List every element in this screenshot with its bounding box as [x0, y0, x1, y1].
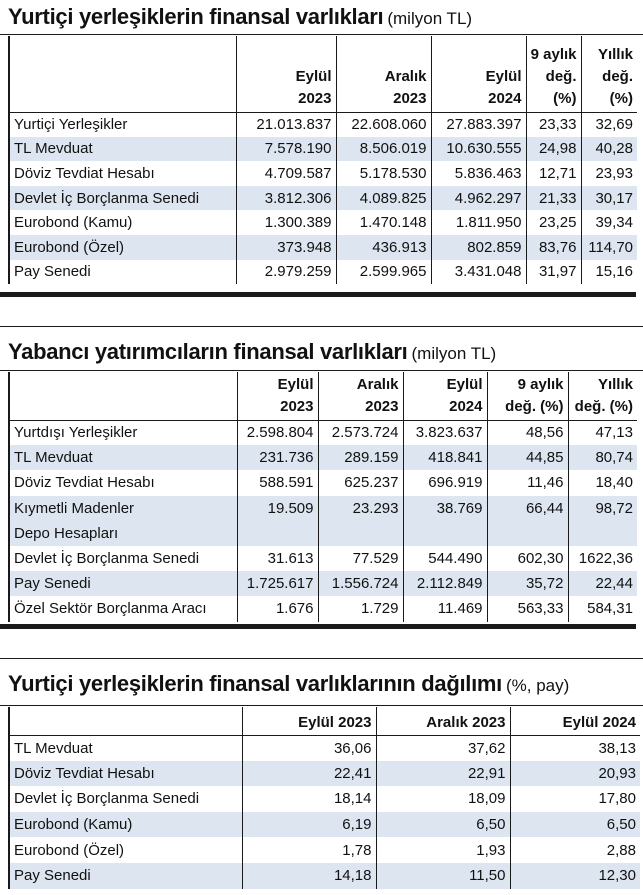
table2-cell: 1.676	[237, 596, 318, 621]
table2-cell: 66,44	[487, 496, 568, 521]
table1-cell: 8.506.019	[336, 137, 431, 162]
table3-row-label: Döviz Tevdiat Hesabı	[9, 761, 242, 787]
table3-cell: 22,91	[376, 761, 510, 787]
table2-row	[9, 445, 637, 470]
table2-cell	[318, 521, 403, 546]
table3-row-label: Eurobond (Özel)	[9, 837, 242, 863]
table2-row-label: Özel Sektör Borçlanma Aracı	[9, 596, 237, 621]
table1-row-label: Yurtiçi Yerleşikler	[9, 112, 236, 137]
table1-cell: 24,98	[526, 137, 581, 162]
table1-row	[9, 260, 637, 285]
table1-header-text: Yıllık	[597, 45, 633, 63]
table3-cell: 22,41	[242, 761, 376, 787]
table2-header-cell	[318, 372, 403, 420]
table1-row	[9, 161, 637, 186]
table3-header-text: Aralık 2023	[426, 713, 506, 731]
table2-row	[9, 521, 637, 546]
table1-header-cell	[431, 36, 526, 112]
table1-cell: 373.948	[236, 235, 336, 260]
table2-row-label: Depo Hesapları	[9, 521, 237, 546]
table1-cell: 15,16	[581, 260, 637, 285]
table2-cell: 47,13	[568, 420, 637, 445]
table1-header-text: Eylül	[485, 67, 522, 85]
table1-cell: 21.013.837	[236, 112, 336, 137]
table2-cell	[487, 521, 568, 546]
table1-cell: 12,71	[526, 161, 581, 186]
table2-header-cell	[487, 372, 568, 420]
table2-cell: 31.613	[237, 546, 318, 571]
table1-cell: 21,33	[526, 186, 581, 211]
table2-row-label: Döviz Tevdiat Hesabı	[9, 470, 237, 495]
table3-cell: 6,50	[376, 812, 510, 838]
table2-cell: 588.591	[237, 470, 318, 495]
table2-cell	[237, 521, 318, 546]
table3-cell: 18,14	[242, 786, 376, 812]
table3-header-rule	[0, 705, 643, 706]
table1-cell: 4.089.825	[336, 186, 431, 211]
table1-header-text: (%)	[609, 89, 633, 107]
table3-cell: 18,09	[376, 786, 510, 812]
table3-cell: 11,50	[376, 863, 510, 889]
table1-header-cell	[9, 36, 236, 112]
table3-cell: 6,50	[510, 812, 640, 838]
table1-cell: 436.913	[336, 235, 431, 260]
table2-cell: 38.769	[403, 496, 487, 521]
table1-row-label: Pay Senedi	[9, 260, 236, 285]
table2-header-row	[9, 372, 637, 420]
table1-bottom-rule	[0, 292, 636, 297]
table1-cell: 4.962.297	[431, 186, 526, 211]
table2-header-text: Eylül	[277, 375, 314, 393]
table2-header-text: 2024	[449, 397, 483, 415]
table3-row-label: TL Mevduat	[9, 735, 242, 761]
table1-row-label: Döviz Tevdiat Hesabı	[9, 161, 236, 186]
table2-row	[9, 546, 637, 571]
table1-cell: 23,25	[526, 210, 581, 235]
table1-cell: 1.811.950	[431, 210, 526, 235]
table1-row	[9, 137, 637, 162]
table1-title: Yurtiçi yerleşiklerin finansal varlıkları (milyon TL)	[8, 4, 473, 29]
table3-cell: 36,06	[242, 735, 376, 761]
table1-header-text: değ.	[545, 67, 577, 85]
table2-header-text: değ. (%)	[505, 397, 564, 415]
table2-row	[9, 571, 637, 596]
table3-cell: 2,88	[510, 837, 640, 863]
table2-cell: 3.823.637	[403, 420, 487, 445]
table3-header-text: Eylül 2024	[562, 713, 636, 731]
table1-cell: 30,17	[581, 186, 637, 211]
table3-cell: 38,13	[510, 735, 640, 761]
table1-row	[9, 186, 637, 211]
table3-row	[9, 812, 640, 838]
table2-cell: 44,85	[487, 445, 568, 470]
table1-header-cell	[581, 36, 637, 112]
table2-row	[9, 596, 637, 621]
table1-cell: 5.178.530	[336, 161, 431, 186]
table2-header-text: 2023	[280, 397, 314, 415]
table3-header-cell	[9, 707, 242, 735]
table2-cell: 2.573.724	[318, 420, 403, 445]
table2-row-label: Kıymetli Madenler	[9, 496, 237, 521]
table3-cell: 17,80	[510, 786, 640, 812]
table1-top-rule	[0, 34, 643, 35]
table2-header-text: 9 aylık	[517, 375, 564, 393]
table2-cell: 35,72	[487, 571, 568, 596]
table1-cell: 23,33	[526, 112, 581, 137]
table3-header-cell	[510, 707, 640, 735]
table2	[8, 372, 637, 622]
table3-title: Yurtiçi yerleşiklerin finansal varlıklarının dağılımı (%, pay)	[8, 671, 570, 696]
table2-cell: 625.237	[318, 470, 403, 495]
table2-cell: 1.729	[318, 596, 403, 621]
table1-cell: 22.608.060	[336, 112, 431, 137]
table2-header-text: 2023	[365, 397, 399, 415]
table2-cell: 77.529	[318, 546, 403, 571]
table1-header-text: 9 aylık	[530, 45, 577, 63]
table1-header-text: 2023	[298, 89, 332, 107]
table2-cell	[568, 521, 637, 546]
table2-bottom-rule	[0, 624, 636, 629]
table1-header-cell	[236, 36, 336, 112]
table1-header-text: değ.	[602, 67, 633, 85]
table2-cell: 2.112.849	[403, 571, 487, 596]
table1-header-row	[9, 36, 637, 112]
table2-cell: 1.725.617	[237, 571, 318, 596]
table2-cell: 602,30	[487, 546, 568, 571]
table1-cell: 39,34	[581, 210, 637, 235]
table2-title: Yabancı yatırımcıların finansal varlıkları (milyon TL)	[8, 339, 497, 364]
table2-header-cell	[568, 372, 637, 420]
table2-row	[9, 420, 637, 445]
table2-header-cell	[237, 372, 318, 420]
table3-row	[9, 786, 640, 812]
table2-header-rule	[0, 370, 643, 371]
table1-cell: 5.836.463	[431, 161, 526, 186]
table2-cell: 418.841	[403, 445, 487, 470]
table2-cell: 18,40	[568, 470, 637, 495]
table1-header-text: 2023	[393, 89, 427, 107]
table2-cell: 11.469	[403, 596, 487, 621]
table1-cell: 31,97	[526, 260, 581, 285]
table2-cell: 11,46	[487, 470, 568, 495]
table3-cell: 14,18	[242, 863, 376, 889]
table1-row-label: Devlet İç Borçlanma Senedi	[9, 186, 236, 211]
table1-cell: 40,28	[581, 137, 637, 162]
table2-top-rule	[0, 326, 643, 327]
table1-row-label: TL Mevduat	[9, 137, 236, 162]
table3	[8, 707, 640, 889]
table1-header-text: Eylül	[295, 67, 332, 85]
table3-cell: 1,93	[376, 837, 510, 863]
table3-row	[9, 761, 640, 787]
table2-cell: 584,31	[568, 596, 637, 621]
table2-cell: 22,44	[568, 571, 637, 596]
table3-header-text: Eylül 2023	[298, 713, 372, 731]
table3-row-label: Eurobond (Kamu)	[9, 812, 242, 838]
table2-row-label: Pay Senedi	[9, 571, 237, 596]
table1-cell: 3.431.048	[431, 260, 526, 285]
table1-header-text: 2024	[488, 89, 522, 107]
table1-cell: 7.578.190	[236, 137, 336, 162]
table1	[8, 36, 637, 284]
table1-row	[9, 112, 637, 137]
table1-row	[9, 235, 637, 260]
table3-row	[9, 735, 640, 761]
table3-cell: 12,30	[510, 863, 640, 889]
table2-row	[9, 496, 637, 521]
table1-header-cell	[336, 36, 431, 112]
table2-row-label: Devlet İç Borçlanma Senedi	[9, 546, 237, 571]
table2-cell: 1622,36	[568, 546, 637, 571]
table2-row	[9, 470, 637, 495]
table2-cell: 544.490	[403, 546, 487, 571]
table3-row-label: Pay Senedi	[9, 863, 242, 889]
table2-cell: 19.509	[237, 496, 318, 521]
table1-cell: 83,76	[526, 235, 581, 260]
table1-cell: 1.470.148	[336, 210, 431, 235]
table1-cell: 2.979.259	[236, 260, 336, 285]
table3-row	[9, 837, 640, 863]
table1-cell: 3.812.306	[236, 186, 336, 211]
table2-header-cell	[9, 372, 237, 420]
table3-row-label: Devlet İç Borçlanma Senedi	[9, 786, 242, 812]
table2-header-cell	[403, 372, 487, 420]
table2-cell: 231.736	[237, 445, 318, 470]
table2-cell: 2.598.804	[237, 420, 318, 445]
table2-cell: 1.556.724	[318, 571, 403, 596]
table2-cell	[403, 521, 487, 546]
table2-header-text: değ. (%)	[574, 397, 633, 415]
table1-row	[9, 210, 637, 235]
table1-cell: 32,69	[581, 112, 637, 137]
table2-header-text: Eylül	[446, 375, 483, 393]
table2-row-label: Yurtdışı Yerleşikler	[9, 420, 237, 445]
table3-header-cell	[242, 707, 376, 735]
table2-cell: 48,56	[487, 420, 568, 445]
table1-cell: 802.859	[431, 235, 526, 260]
table1-cell: 23,93	[581, 161, 637, 186]
table1-cell: 2.599.965	[336, 260, 431, 285]
table2-header-text: Aralık	[356, 375, 399, 393]
table2-row-label: TL Mevduat	[9, 445, 237, 470]
table3-top-rule	[0, 658, 643, 659]
table2-cell: 289.159	[318, 445, 403, 470]
table1-header-cell	[526, 36, 581, 112]
table1-cell: 27.883.397	[431, 112, 526, 137]
table3-cell: 6,19	[242, 812, 376, 838]
table1-row-label: Eurobond (Kamu)	[9, 210, 236, 235]
table1-cell: 114,70	[581, 235, 637, 260]
table2-cell: 23.293	[318, 496, 403, 521]
table3-cell: 37,62	[376, 735, 510, 761]
table3-cell: 1,78	[242, 837, 376, 863]
table2-cell: 80,74	[568, 445, 637, 470]
table3-header-cell	[376, 707, 510, 735]
table1-header-text: (%)	[553, 89, 577, 107]
table2-header-text: Yıllık	[597, 375, 633, 393]
table2-cell: 696.919	[403, 470, 487, 495]
table1-cell: 4.709.587	[236, 161, 336, 186]
table3-header-row	[9, 707, 640, 735]
table2-cell: 98,72	[568, 496, 637, 521]
table1-cell: 1.300.389	[236, 210, 336, 235]
table2-cell: 563,33	[487, 596, 568, 621]
table1-cell: 10.630.555	[431, 137, 526, 162]
table1-header-text: Aralık	[384, 67, 427, 85]
table1-row-label: Eurobond (Özel)	[9, 235, 236, 260]
table3-cell: 20,93	[510, 761, 640, 787]
table3-row	[9, 863, 640, 889]
